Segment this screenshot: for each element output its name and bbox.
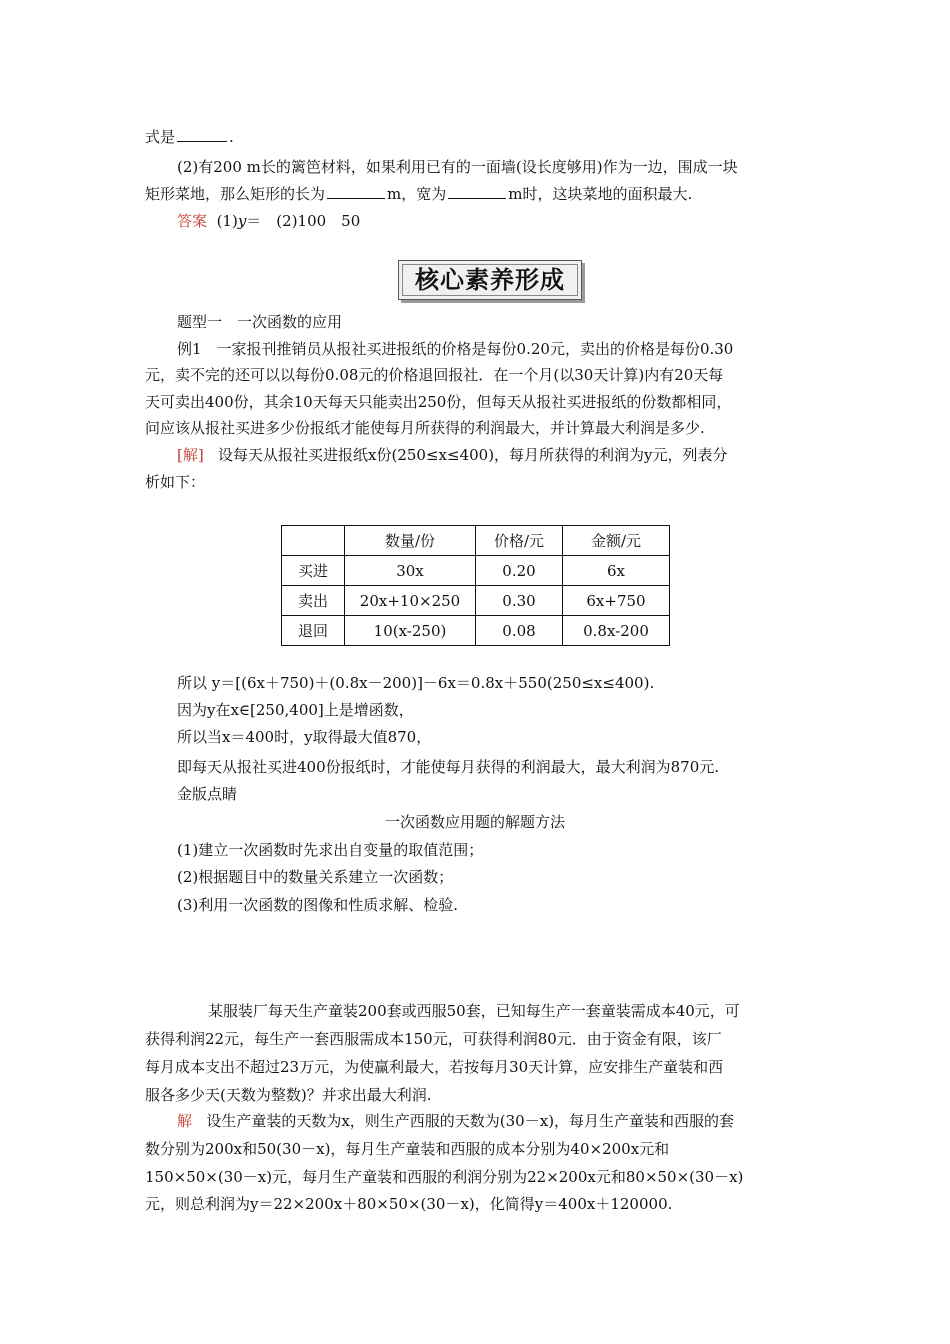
exercise-solution-line-3: 150×50×(30－x)元，每月生产童装和西服的利润分别为22×200x元和80×50×(30－x) — [145, 1168, 744, 1186]
question-2-text-b: m，宽为 — [387, 185, 447, 203]
example-1-line-3: 天可卖出400份，其余10天每天只能卖出250份，但每天从报社买进报纸的份数都相同， — [145, 393, 732, 411]
example-1-line-2: 元，卖不完的还可以以每份0.08元的价格退回报社．在一个月(以30天计算)内有20天每 — [145, 366, 724, 384]
table-cell: 0.20 — [476, 556, 563, 586]
exercise-solution-line-4: 元，则总利润为y＝22×200x＋80×50×(30－x)，化简得y＝400x＋120000. — [145, 1195, 673, 1213]
answer-blank-1 — [177, 127, 227, 142]
formula-suffix: . — [229, 128, 234, 146]
solution-text-1: 设每天从报社买进报纸x份(250≤x≤400)，每月所获得的利润为y元，列表分 — [218, 446, 728, 464]
table-header-cell — [282, 526, 345, 556]
sales-analysis-table — [281, 525, 670, 646]
exercise-line-1: 某服装厂每天生产童装200套或西服50套，已知每生产一套童装需成本40元，可 — [208, 1002, 740, 1020]
question-2-text-a: 矩形菜地，那么矩形的长为 — [145, 185, 326, 203]
table-cell: 6x — [563, 556, 670, 586]
derivation-line-4: 即每天从报社买进400份报纸时，才能使每月获得的利润最大，最大利润为870元. — [177, 758, 720, 776]
table-cell: 0.8x-200 — [563, 616, 670, 646]
exercise-line-4: 服各多少天(天数为整数)？并求出最大利润. — [145, 1086, 432, 1104]
derivation-line-2: 因为y在x∈[250,400]上是增函数， — [177, 701, 414, 719]
width-blank — [448, 184, 506, 199]
table-cell: 6x+750 — [563, 586, 670, 616]
exercise-solution-text-1: 设生产童装的天数为x，则生产西服的天数为(30－x)，每月生产童装和西服的套 — [206, 1112, 735, 1130]
table-cell: 30x — [345, 556, 476, 586]
table-row — [282, 556, 670, 586]
derivation-line-3: 所以当x＝400时，y取得最大值870， — [177, 728, 432, 746]
table-cell: 卖出 — [282, 586, 345, 616]
answer-label: 答案 — [177, 212, 208, 230]
question-2-line-1: (2)有200 m长的篱笆材料，如果利用已有的一面墙(设长度够用)作为一边，围成一块 — [177, 158, 738, 176]
solution-line-1 — [177, 445, 728, 465]
solution-label: [解] — [177, 446, 204, 464]
method-point-2: (2)根据题目中的数量关系建立一次函数； — [177, 868, 454, 886]
section-banner-title: 核心素养形成 — [402, 264, 578, 296]
answer-text-b: ＝ (2)100 50 — [246, 212, 361, 230]
table-cell: 0.30 — [476, 586, 563, 616]
question-2-text-c: m时，这块菜地的面积最大. — [508, 185, 693, 203]
table-header-cell: 数量/份 — [345, 526, 476, 556]
answer-variable: y — [237, 212, 247, 230]
table-cell: 0.08 — [476, 616, 563, 646]
derivation-line-1: 所以 y＝[(6x＋750)＋(0.8x－200)]－6x＝0.8x＋550(250≤x≤400). — [177, 674, 655, 692]
exercise-line-3: 每月成本支出不超过23万元，为使赢利最大，若按每月30天计算，应安排生产童装和西 — [145, 1058, 724, 1076]
table-cell: 退回 — [282, 616, 345, 646]
exercise-solution-line-2: 数分别为200x和50(30－x)，每月生产童装和西服的成本分别为40×200x元和 — [145, 1140, 670, 1158]
length-blank — [327, 184, 385, 199]
table-cell: 买进 — [282, 556, 345, 586]
example-1-line-1: 例1 一家报刊推销员从报社买进报纸的价格是每份0.20元，卖出的价格是每份0.30 — [177, 340, 734, 358]
method-point-1: (1)建立一次函数时先求出自变量的取值范围； — [177, 841, 484, 859]
exercise-solution-label: 解 — [177, 1112, 193, 1130]
section-banner — [398, 260, 582, 300]
tips-heading: 金版点睛 — [177, 785, 238, 803]
table-cell: 20x+10×250 — [345, 586, 476, 616]
table-header-cell: 金额/元 — [563, 526, 670, 556]
table-header-row — [282, 526, 670, 556]
example-1-line-4: 问应该从报社买进多少份报纸才能使每月所获得的利润最大，并计算最大利润是多少. — [145, 419, 705, 437]
formula-line — [145, 127, 234, 147]
table-cell: 10(x-250) — [345, 616, 476, 646]
exercise-solution-line-1 — [177, 1111, 734, 1131]
method-title: 一次函数应用题的解题方法 — [384, 813, 565, 831]
table-row — [282, 586, 670, 616]
answer-text-a: (1) — [216, 212, 238, 230]
answer-line — [177, 211, 360, 231]
formula-prefix: 式是 — [145, 128, 176, 146]
type-heading: 题型一 一次函数的应用 — [177, 313, 343, 331]
exercise-line-2: 获得利润22元，每生产一套西服需成本150元，可获得利润80元．由于资金有限，该厂 — [145, 1030, 722, 1048]
table-row — [282, 616, 670, 646]
method-point-3: (3)利用一次函数的图像和性质求解、检验. — [177, 896, 459, 914]
table-header-cell: 价格/元 — [476, 526, 563, 556]
question-2-line-2 — [145, 184, 692, 204]
solution-line-2: 析如下： — [145, 473, 206, 491]
